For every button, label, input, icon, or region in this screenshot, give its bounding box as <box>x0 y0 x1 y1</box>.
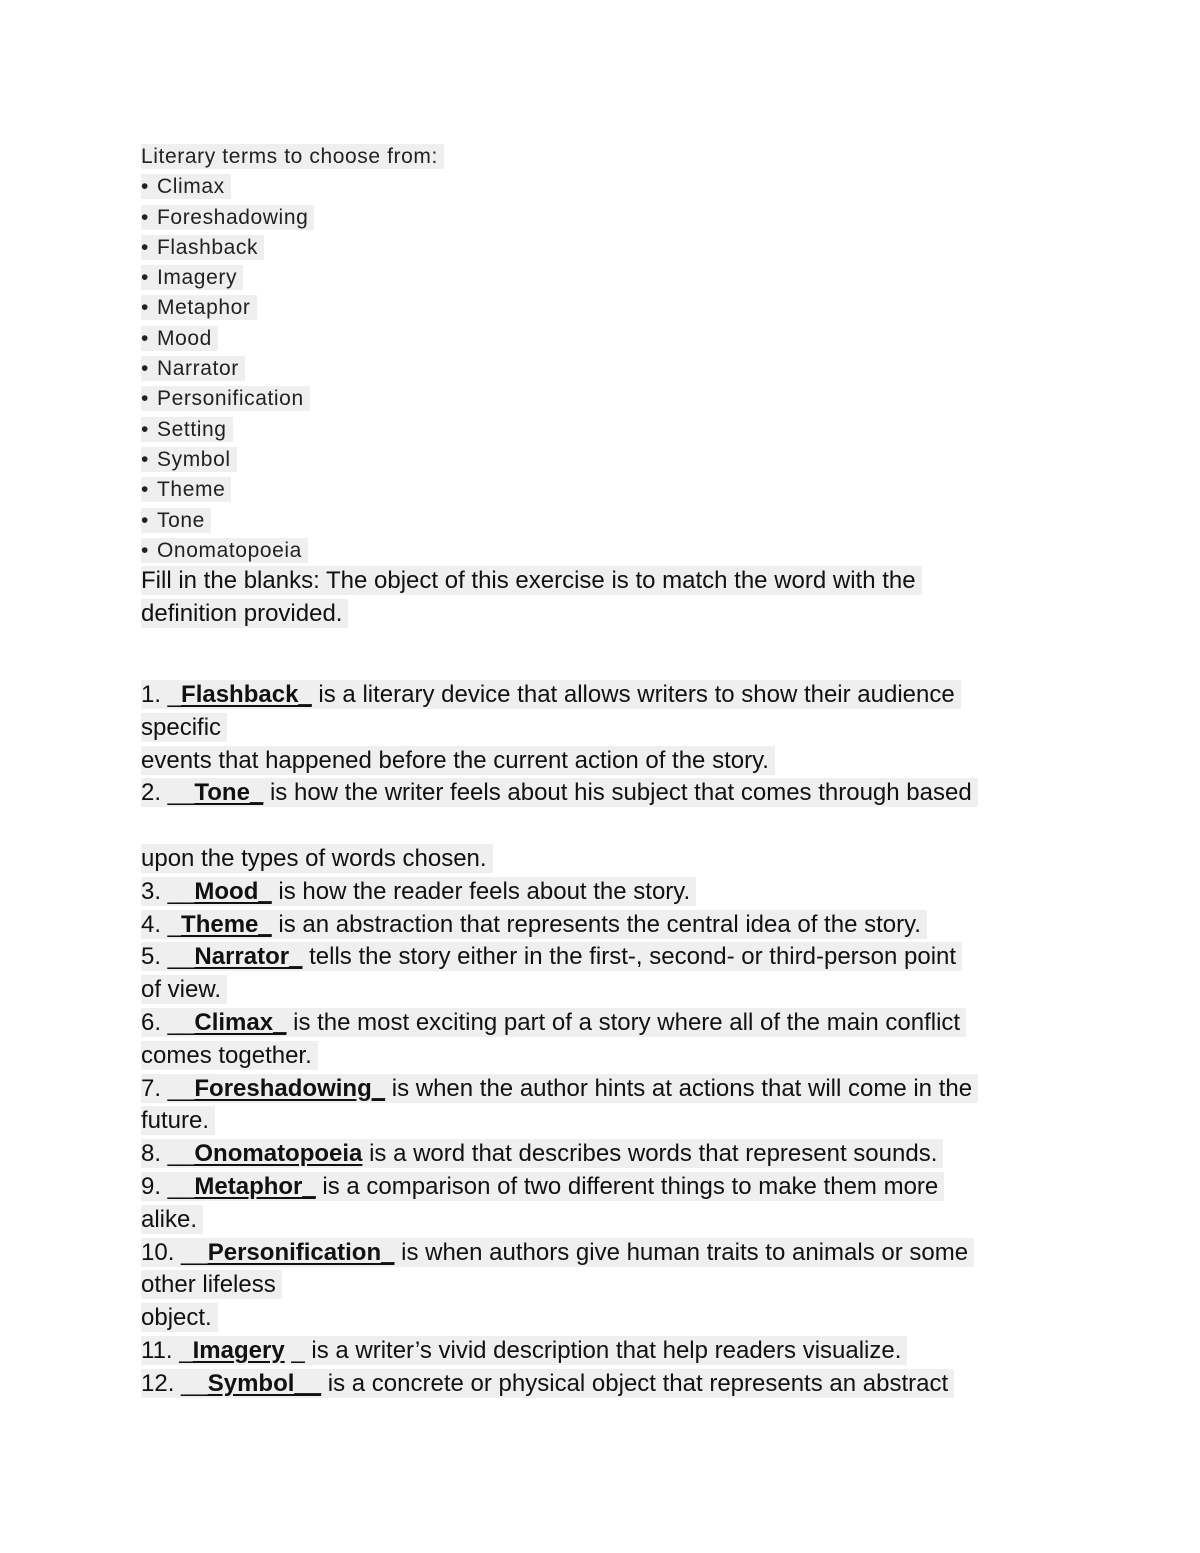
answer-1: Flashback_ <box>181 681 312 708</box>
answer-12: Symbol__ <box>207 1369 322 1397</box>
bullet-icon: • <box>141 417 149 441</box>
question-12: 12. __Symbol__ is a concrete or physical object that represents an abstract <box>141 1368 1071 1401</box>
instructions: Fill in the blanks: The object of this exercise is to match the word with the definition provided. <box>141 565 1071 631</box>
term-item: • Metaphor <box>141 293 444 323</box>
question-5: 5. __Narrator_ tells the story either in the first-, second- or third-person point <box>141 941 1071 974</box>
answer-2: Tone_ <box>194 779 264 807</box>
term-item: • Imagery <box>141 263 444 293</box>
question-1: 1. _Flashback_ is a literary device that allows writers to show their audience <box>141 679 1071 712</box>
bullet-icon: • <box>141 175 149 199</box>
terms-heading: Literary terms to choose from: <box>141 142 444 172</box>
question-6: 6. __Climax_ is the most exciting part of a story where all of the main conflict <box>141 1007 1071 1040</box>
question-list: 1. _Flashback_ is a literary device that allows writers to show their audience specific events that happened before the current action of the story. 2. __Tone_ is how the writer feels about his subject that comes through based upon the types of words chosen. 3. __Mood_ is how the reader feels about the story. 4. _Theme_ is an abstraction that represents the central idea of the story. 5. __Narrator_ tells the story either in the first-, second- or third-person point of view. 6. __Climax_ is the most exciting part of a story where all of the main conflict comes together. 7. __Foreshadowing_ is when the author hints at actions that will come in the future. 8. __Onomatopoeia is a word that describes words that represent sounds. 9. __Metaphor_ is a comparison of two different things to make them more alike. 10. __Personification_ is when authors give human traits to animals or some other lifeless object. 11. _Imagery _ is a writer’s vivid description that help readers visualize. 12. __Symbol__ is a concrete or physical object that represents an abstract <box>141 679 1071 1401</box>
term-item: • Personification <box>141 384 444 414</box>
term-item: • Mood <box>141 324 444 354</box>
term-item: • Symbol <box>141 445 444 475</box>
terms-list <box>141 142 444 566</box>
bullet-icon: • <box>141 357 149 381</box>
bullet-icon: • <box>141 447 149 471</box>
bullet-icon: • <box>141 326 149 350</box>
bullet-icon: • <box>141 538 149 562</box>
answer-8: Onomatopoeia <box>194 1140 363 1168</box>
bullet-icon: • <box>141 266 149 290</box>
bullet-icon: • <box>141 205 149 229</box>
term-item: • Tone <box>141 506 444 536</box>
term-item: • Narrator <box>141 354 444 384</box>
answer-3: Mood_ <box>194 877 272 905</box>
term-item: • Foreshadowing <box>141 203 444 233</box>
answer-7: Foreshadowing_ <box>194 1074 386 1102</box>
answer-11: Imagery <box>192 1336 285 1364</box>
question-11: 11. _Imagery _ is a writer’s vivid description that help readers visualize. <box>141 1335 1071 1368</box>
term-item: • Onomatopoeia <box>141 536 444 566</box>
answer-10: Personification_ <box>207 1238 395 1266</box>
answer-5: Narrator_ <box>194 943 303 971</box>
answer-9: Metaphor_ <box>194 1172 316 1200</box>
answer-4: Theme_ <box>181 910 272 938</box>
question-7: 7. __Foreshadowing_ is when the author hints at actions that will come in the <box>141 1073 1071 1106</box>
bullet-icon: • <box>141 296 149 320</box>
question-9: 9. __Metaphor_ is a comparison of two different things to make them more <box>141 1171 1071 1204</box>
bullet-icon: • <box>141 478 149 502</box>
term-item: • Setting <box>141 415 444 445</box>
term-item: • Climax <box>141 172 444 202</box>
question-4: 4. _Theme_ is an abstraction that represents the central idea of the story. <box>141 909 1071 942</box>
question-2: 2. __Tone_ is how the writer feels about his subject that comes through based <box>141 777 1071 810</box>
question-3: 3. __Mood_ is how the reader feels about the story. <box>141 876 1071 909</box>
answer-6: Climax_ <box>194 1008 287 1036</box>
question-8: 8. __Onomatopoeia is a word that describes words that represent sounds. <box>141 1138 1071 1171</box>
question-10: 10. __Personification_ is when authors give human traits to animals or some <box>141 1237 1071 1270</box>
bullet-icon: • <box>141 387 149 411</box>
term-item: • Flashback <box>141 233 444 263</box>
bullet-icon: • <box>141 508 149 532</box>
bullet-icon: • <box>141 235 149 259</box>
term-item: • Theme <box>141 475 444 505</box>
